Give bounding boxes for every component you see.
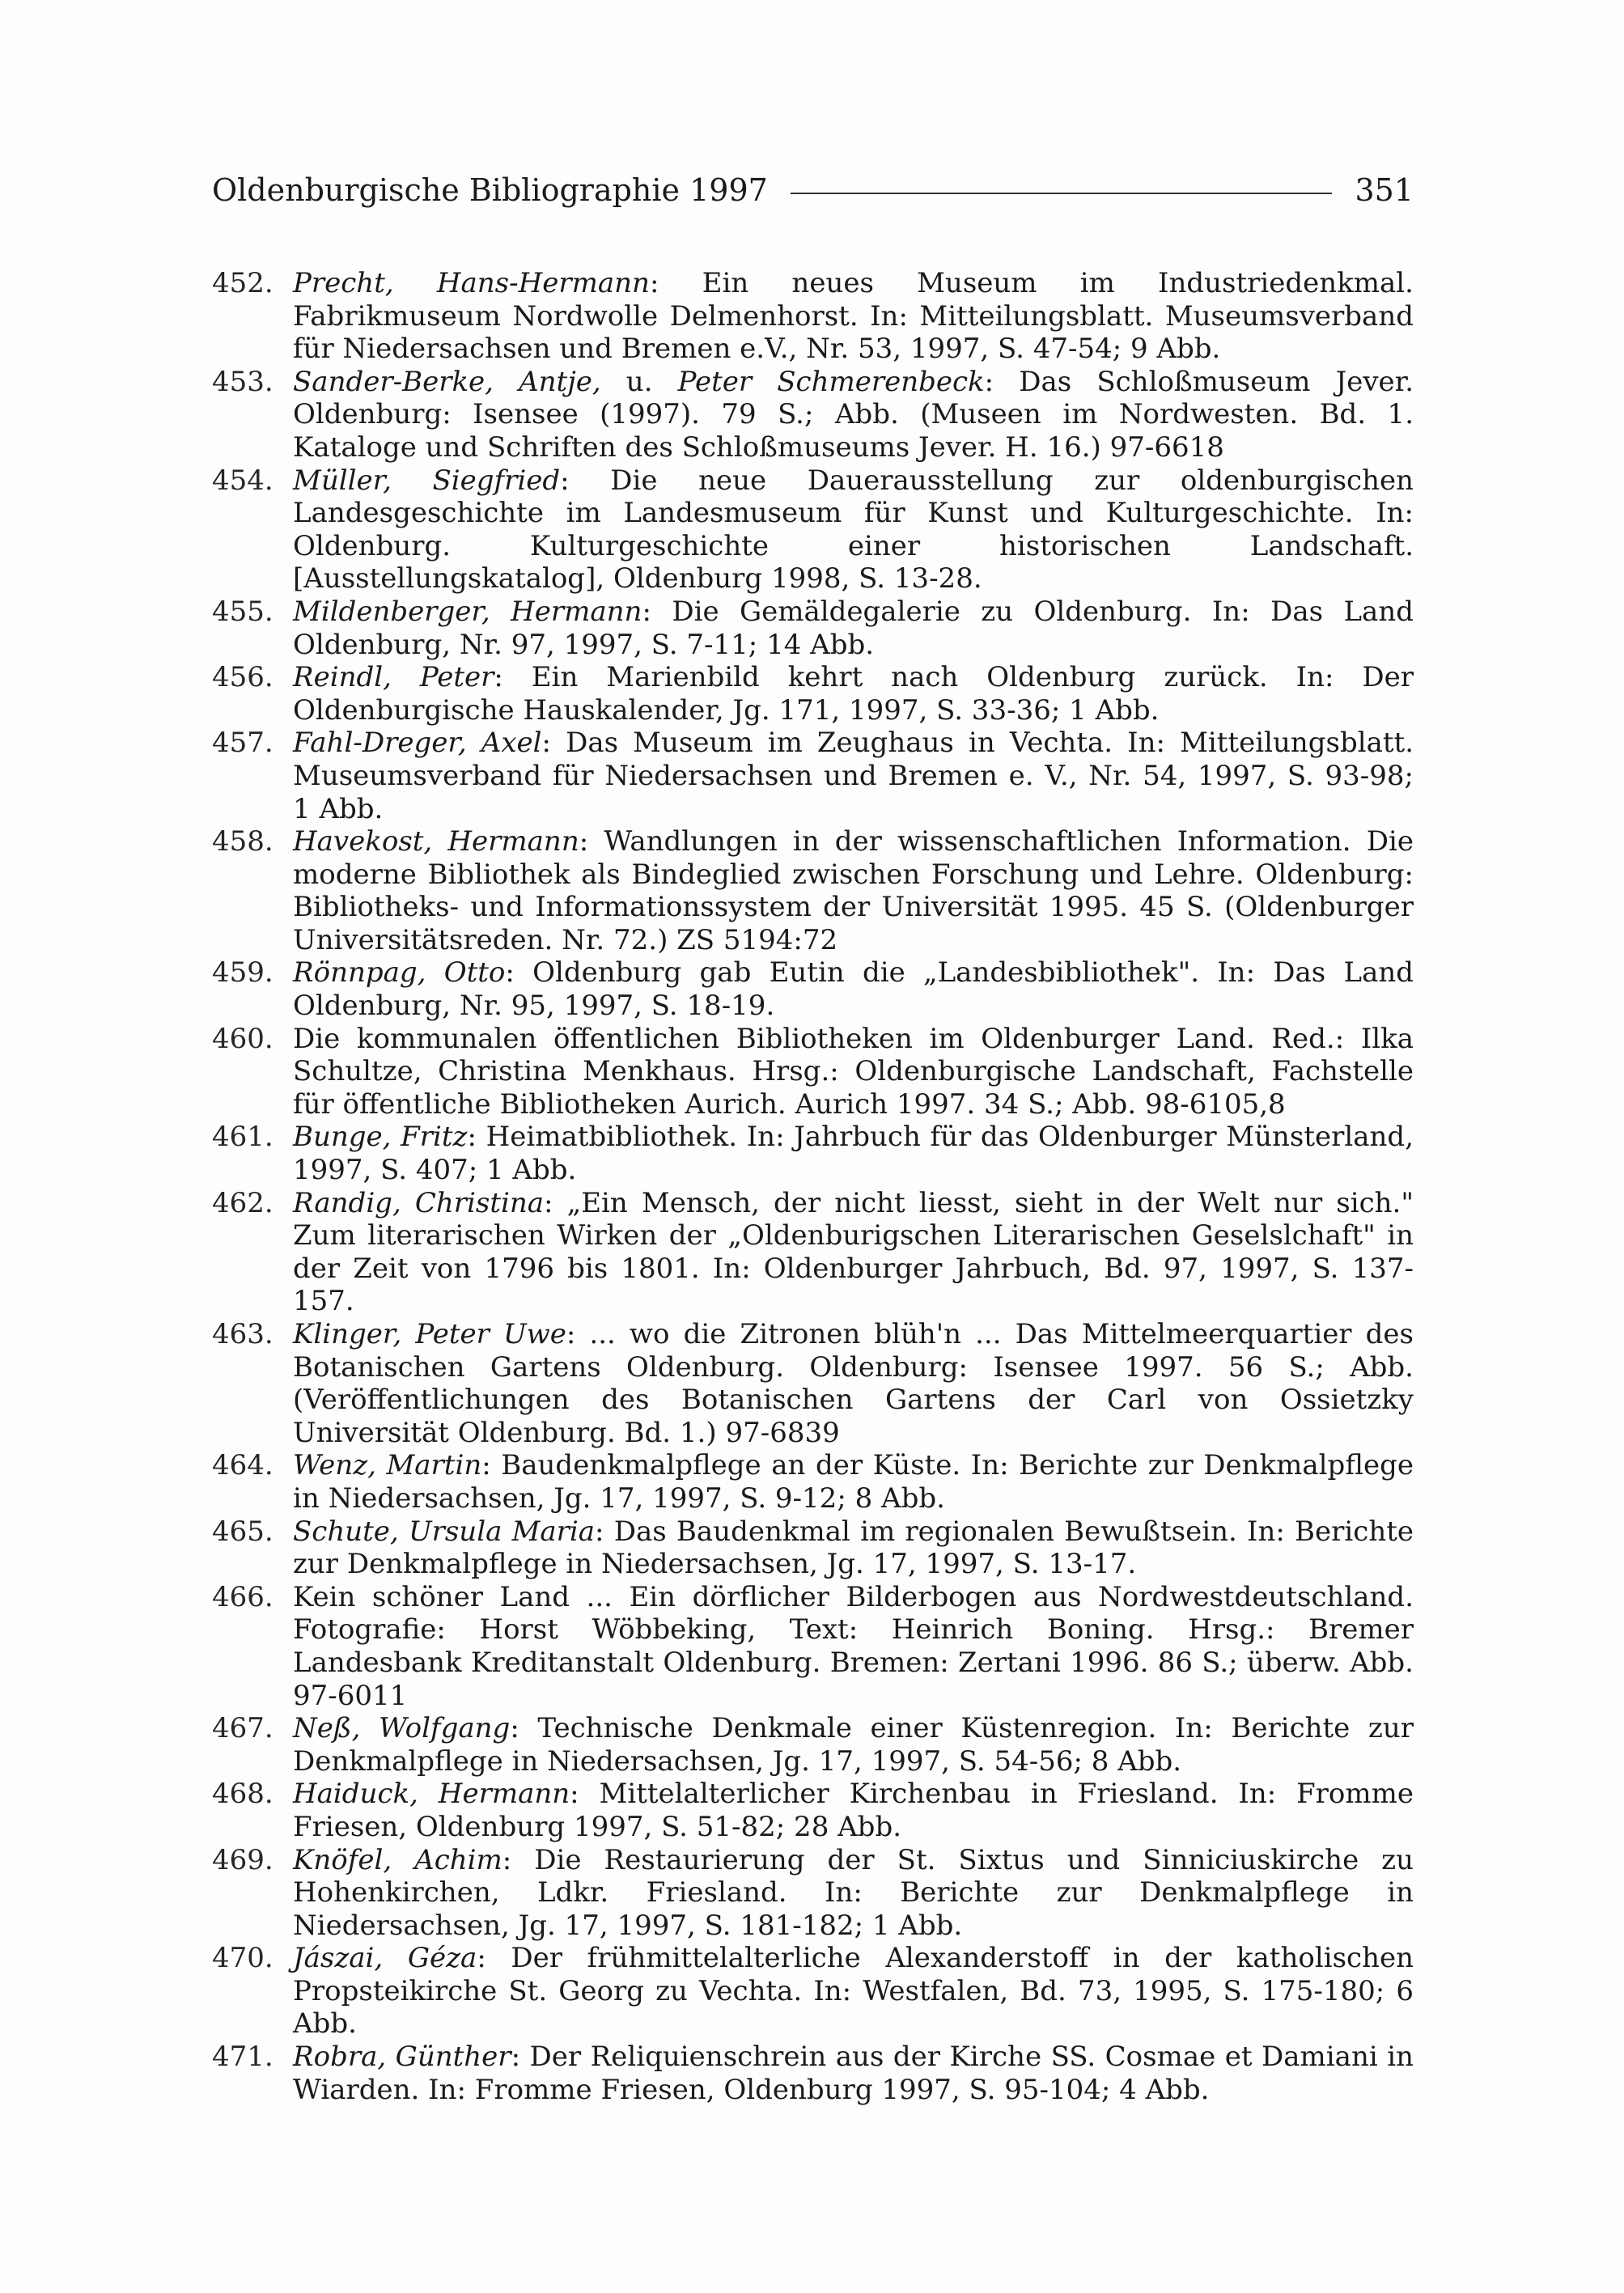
page-number: 351 <box>1355 172 1414 208</box>
entry-separator: : <box>566 1318 590 1350</box>
entry-author: Rönnpag, Otto <box>293 956 506 990</box>
entry-separator: : <box>502 1843 535 1876</box>
entry-body <box>293 1449 1414 1515</box>
entry-number: 470. <box>212 1942 273 1975</box>
entry-body <box>293 1712 1414 1778</box>
entry-author: Schute, Ursula Maria <box>293 1515 596 1548</box>
bibliography-entry <box>212 1712 1414 1778</box>
entry-author: Robra, Günther <box>293 2041 511 2074</box>
entry-text: Die kommunalen öffentlichen Bibliotheken im Oldenburger Land. Red.: Ilka Schultze, Christina Menkhaus. Hrsg.: Oldenburgische Landschaft, Fachstelle für öffentliche Bibliotheken Aurich. Aurich 1997. 34 S.; Abb. 98-6105,8 <box>293 1022 1414 1121</box>
entry-number: 465. <box>212 1515 273 1548</box>
bibliography-entry <box>212 1023 1414 1121</box>
entry-text: ... wo die Zitronen blüh'n ... Das Mittelmeerquartier des Botanischen Gartens Oldenburg. Oldenburg: Isensee 1997. 56 S.; Abb. (Veröffentlichungen des Botanischen Gartens der Carl von Ossietzky Universität Oldenburg. Bd. 1.) 97-6839 <box>293 1318 1414 1449</box>
entry-body <box>293 596 1414 661</box>
entry-number: 467. <box>212 1712 273 1745</box>
header-rule <box>791 193 1333 194</box>
entry-body <box>293 1581 1414 1712</box>
entry-text: „Ein Mensch, der nicht liesst, sieht in der Welt nur sich." Zum literarischen Wirken der „Oldenburigschen Literarischen Geselslchaft" in der Zeit von 1796 bis 1801. In: Oldenburger Jahrbuch, Bd. 97, 1997, S. 137-157. <box>293 1186 1414 1318</box>
entry-text: Ein neues Museum im Industriedenkmal. Fabrikmuseum Nordwolle Delmenhorst. In: Mitteilungsblatt. Museumsverband für Niedersachsen und Bremen e.V., Nr. 53, 1997, S. 47-54; 9 Abb. <box>293 267 1414 366</box>
entry-separator: : <box>510 1712 538 1745</box>
running-header <box>212 166 1414 214</box>
bibliography-entry <box>212 1318 1414 1449</box>
entry-text: Das Baudenkmal im regionalen Bewußtsein. In: Berichte zur Denkmalpflege in Niedersachsen, Jg. 17, 1997, S. 13-17. <box>293 1515 1414 1581</box>
entry-text: Der frühmittelalterliche Alexanderstoff in der katholischen Propsteikirche St. Georg zu Vechta. In: Westfalen, Bd. 73, 1995, S. 175-180; 6 Abb. <box>293 1942 1414 2041</box>
entry-text: Technische Denkmale einer Küstenregion. In: Berichte zur Denkmalpflege in Niedersachsen, Jg. 17, 1997, S. 54-56; 8 Abb. <box>293 1712 1414 1778</box>
entry-body <box>293 267 1414 366</box>
entry-separator: : <box>579 825 604 858</box>
entry-text: Oldenburg gab Eutin die „Landesbibliothek". In: Das Land Oldenburg, Nr. 95, 1997, S. 18-19. <box>293 956 1414 1023</box>
entry-author: Fahl-Dreger, Axel <box>293 727 542 760</box>
entry-author: Wenz, Martin <box>293 1449 482 1482</box>
bibliography-entry <box>212 661 1414 727</box>
entry-body <box>293 464 1414 596</box>
entry-text: Kein schöner Land ... Ein dörflicher Bilderbogen aus Nordwestdeutschland. Fotografie: Horst Wöbbeking, Text: Heinrich Boning. Hrsg.: Bremer Landesbank Kreditanstalt Oldenburg. Bremen: Zertani 1996. 86 S.; überw. Abb. 97-6011 <box>293 1580 1414 1712</box>
entry-separator: : <box>642 595 672 628</box>
entry-number: 453. <box>212 365 273 398</box>
entry-body <box>293 1515 1414 1581</box>
entry-author-second: Peter Schmerenbeck <box>677 365 985 398</box>
entry-separator: : <box>541 727 566 760</box>
bibliography-entry <box>212 825 1414 956</box>
entry-body <box>293 1187 1414 1318</box>
bibliography-entry <box>212 727 1414 825</box>
entry-text: Baudenkmalpflege an der Küste. In: Berichte zur Denkmalpflege in Niedersachsen, Jg. 17, 1997, S. 9-12; 8 Abb. <box>293 1449 1414 1515</box>
entry-body <box>293 1778 1414 1843</box>
entry-separator: : <box>467 1121 486 1154</box>
entry-author: Knöfel, Achim <box>293 1843 502 1876</box>
bibliography-entry <box>212 267 1414 366</box>
entry-body <box>293 1318 1414 1449</box>
bibliography-entry <box>212 1942 1414 2041</box>
entry-separator: : <box>494 661 532 694</box>
entry-separator: : <box>595 1515 614 1548</box>
entry-number: 468. <box>212 1778 273 1811</box>
bibliography-entries <box>212 267 1414 2106</box>
bibliography-entry <box>212 1844 1414 1943</box>
entry-author: Jászai, Géza <box>293 1942 477 1975</box>
bibliography-entry <box>212 366 1414 464</box>
entry-text: Die Restaurierung der St. Sixtus und Sinniciuskirche zu Hohenkirchen, Ldkr. Friesland. In: Berichte zur Denkmalpflege in Niedersachsen, Jg. 17, 1997, S. 181-182; 1 Abb. <box>293 1843 1414 1942</box>
entry-separator: u. <box>600 365 678 398</box>
entry-number: 466. <box>212 1580 273 1613</box>
header-title: Oldenburgische Bibliographie 1997 <box>212 172 768 208</box>
bibliography-entry <box>212 464 1414 596</box>
entry-number: 469. <box>212 1843 273 1876</box>
entry-text: Ein Marienbild kehrt nach Oldenburg zurück. In: Der Oldenburgische Hauskalender, Jg. 171, 1997, S. 33-36; 1 Abb. <box>293 661 1414 727</box>
entry-author: Havekost, Hermann <box>293 825 579 858</box>
entry-separator: : <box>560 464 611 497</box>
bibliography-entry <box>212 1187 1414 1318</box>
entry-separator: : <box>984 365 1020 398</box>
entry-number: 471. <box>212 2041 273 2074</box>
entry-separator: : <box>481 1449 502 1482</box>
entry-body <box>293 1844 1414 1943</box>
bibliography-entry <box>212 1515 1414 1581</box>
bibliography-entry <box>212 1778 1414 1843</box>
entry-separator: : <box>511 2041 530 2074</box>
entry-number: 461. <box>212 1121 273 1154</box>
bibliography-entry <box>212 1121 1414 1186</box>
entry-author: Neß, Wolfgang <box>293 1712 511 1745</box>
entry-number: 452. <box>212 267 273 299</box>
entry-author: Sander-Berke, Antje, <box>293 365 601 398</box>
entry-body <box>293 2041 1414 2106</box>
entry-number: 456. <box>212 661 273 694</box>
entry-text: Mittelalterlicher Kirchenbau in Friesland. In: Fromme Friesen, Oldenburg 1997, S. 51-82; 28 Abb. <box>293 1778 1414 1843</box>
entry-body <box>293 1942 1414 2041</box>
bibliography-entry <box>212 596 1414 661</box>
entry-text: Heimatbibliothek. In: Jahrbuch für das Oldenburger Münsterland, 1997, S. 407; 1 Abb. <box>293 1121 1414 1187</box>
entry-text: Die Gemäldegalerie zu Oldenburg. In: Das Land Oldenburg, Nr. 97, 1997, S. 7-11; 14 Abb. <box>293 595 1414 661</box>
entry-body <box>293 1023 1414 1121</box>
entry-separator: : <box>649 267 702 299</box>
entry-number: 462. <box>212 1186 273 1219</box>
bibliography-entry <box>212 1449 1414 1515</box>
entry-author: Precht, Hans-Hermann <box>293 267 650 299</box>
entry-number: 457. <box>212 727 273 760</box>
entry-separator: : <box>505 956 533 990</box>
bibliography-entry <box>212 2041 1414 2106</box>
entry-text: Wandlungen in der wissenschaftlichen Information. Die moderne Bibliothek als Bindeglied zwischen Forschung und Lehre. Oldenburg: Bibliotheks- und Informationssystem der Universität 1995. 45 S. (Oldenburger Universitätsreden. Nr. 72.) ZS 5194:72 <box>293 825 1414 956</box>
entry-number: 460. <box>212 1022 273 1055</box>
bibliography-entry <box>212 956 1414 1022</box>
entry-number: 464. <box>212 1449 273 1482</box>
entry-separator: : <box>477 1942 511 1975</box>
entry-number: 454. <box>212 464 273 497</box>
entry-text: Das Schloßmuseum Jever. Oldenburg: Isensee (1997). 79 S.; Abb. (Museen im Nordwesten. Bd. 1. Kataloge und Schriften des Schloßmuseums Jever. H. 16.) 97-6618 <box>293 365 1414 464</box>
entry-author: Klinger, Peter Uwe <box>293 1318 566 1350</box>
entry-number: 455. <box>212 595 273 628</box>
entry-author: Mildenberger, Hermann <box>293 595 642 628</box>
bibliography-entry <box>212 1581 1414 1712</box>
entry-text: Der Reliquienschrein aus der Kirche SS. Cosmae et Damiani in Wiarden. In: Fromme Friesen, Oldenburg 1997, S. 95-104; 4 Abb. <box>293 2041 1414 2106</box>
entry-author: Bunge, Fritz <box>293 1121 468 1154</box>
entry-author: Müller, Siegfried <box>293 464 561 497</box>
entry-text: Das Museum im Zeughaus in Vechta. In: Mitteilungsblatt. Museumsverband für Niedersachsen und Bremen e. V., Nr. 54, 1997, S. 93-98; 1 Abb. <box>293 727 1414 825</box>
entry-separator: : <box>544 1186 567 1219</box>
entry-number: 463. <box>212 1318 273 1350</box>
entry-body <box>293 727 1414 825</box>
entry-body <box>293 956 1414 1022</box>
entry-body <box>293 1121 1414 1186</box>
entry-body <box>293 366 1414 464</box>
entry-number: 459. <box>212 956 273 990</box>
entry-body <box>293 825 1414 956</box>
entry-separator: : <box>570 1778 600 1811</box>
entry-body <box>293 661 1414 727</box>
entry-author: Randig, Christina <box>293 1186 545 1219</box>
entry-author: Reindl, Peter <box>293 661 494 694</box>
entry-text: Die neue Dauerausstellung zur oldenburgischen Landesgeschichte im Landesmuseum für Kunst und Kulturgeschichte. In: Oldenburg. Kulturgeschichte einer historischen Landschaft. [Ausstellungskatalog], Oldenburg 1998, S. 13-28. <box>293 464 1414 596</box>
entry-number: 458. <box>212 825 273 858</box>
entry-author: Haiduck, Hermann <box>293 1778 570 1811</box>
